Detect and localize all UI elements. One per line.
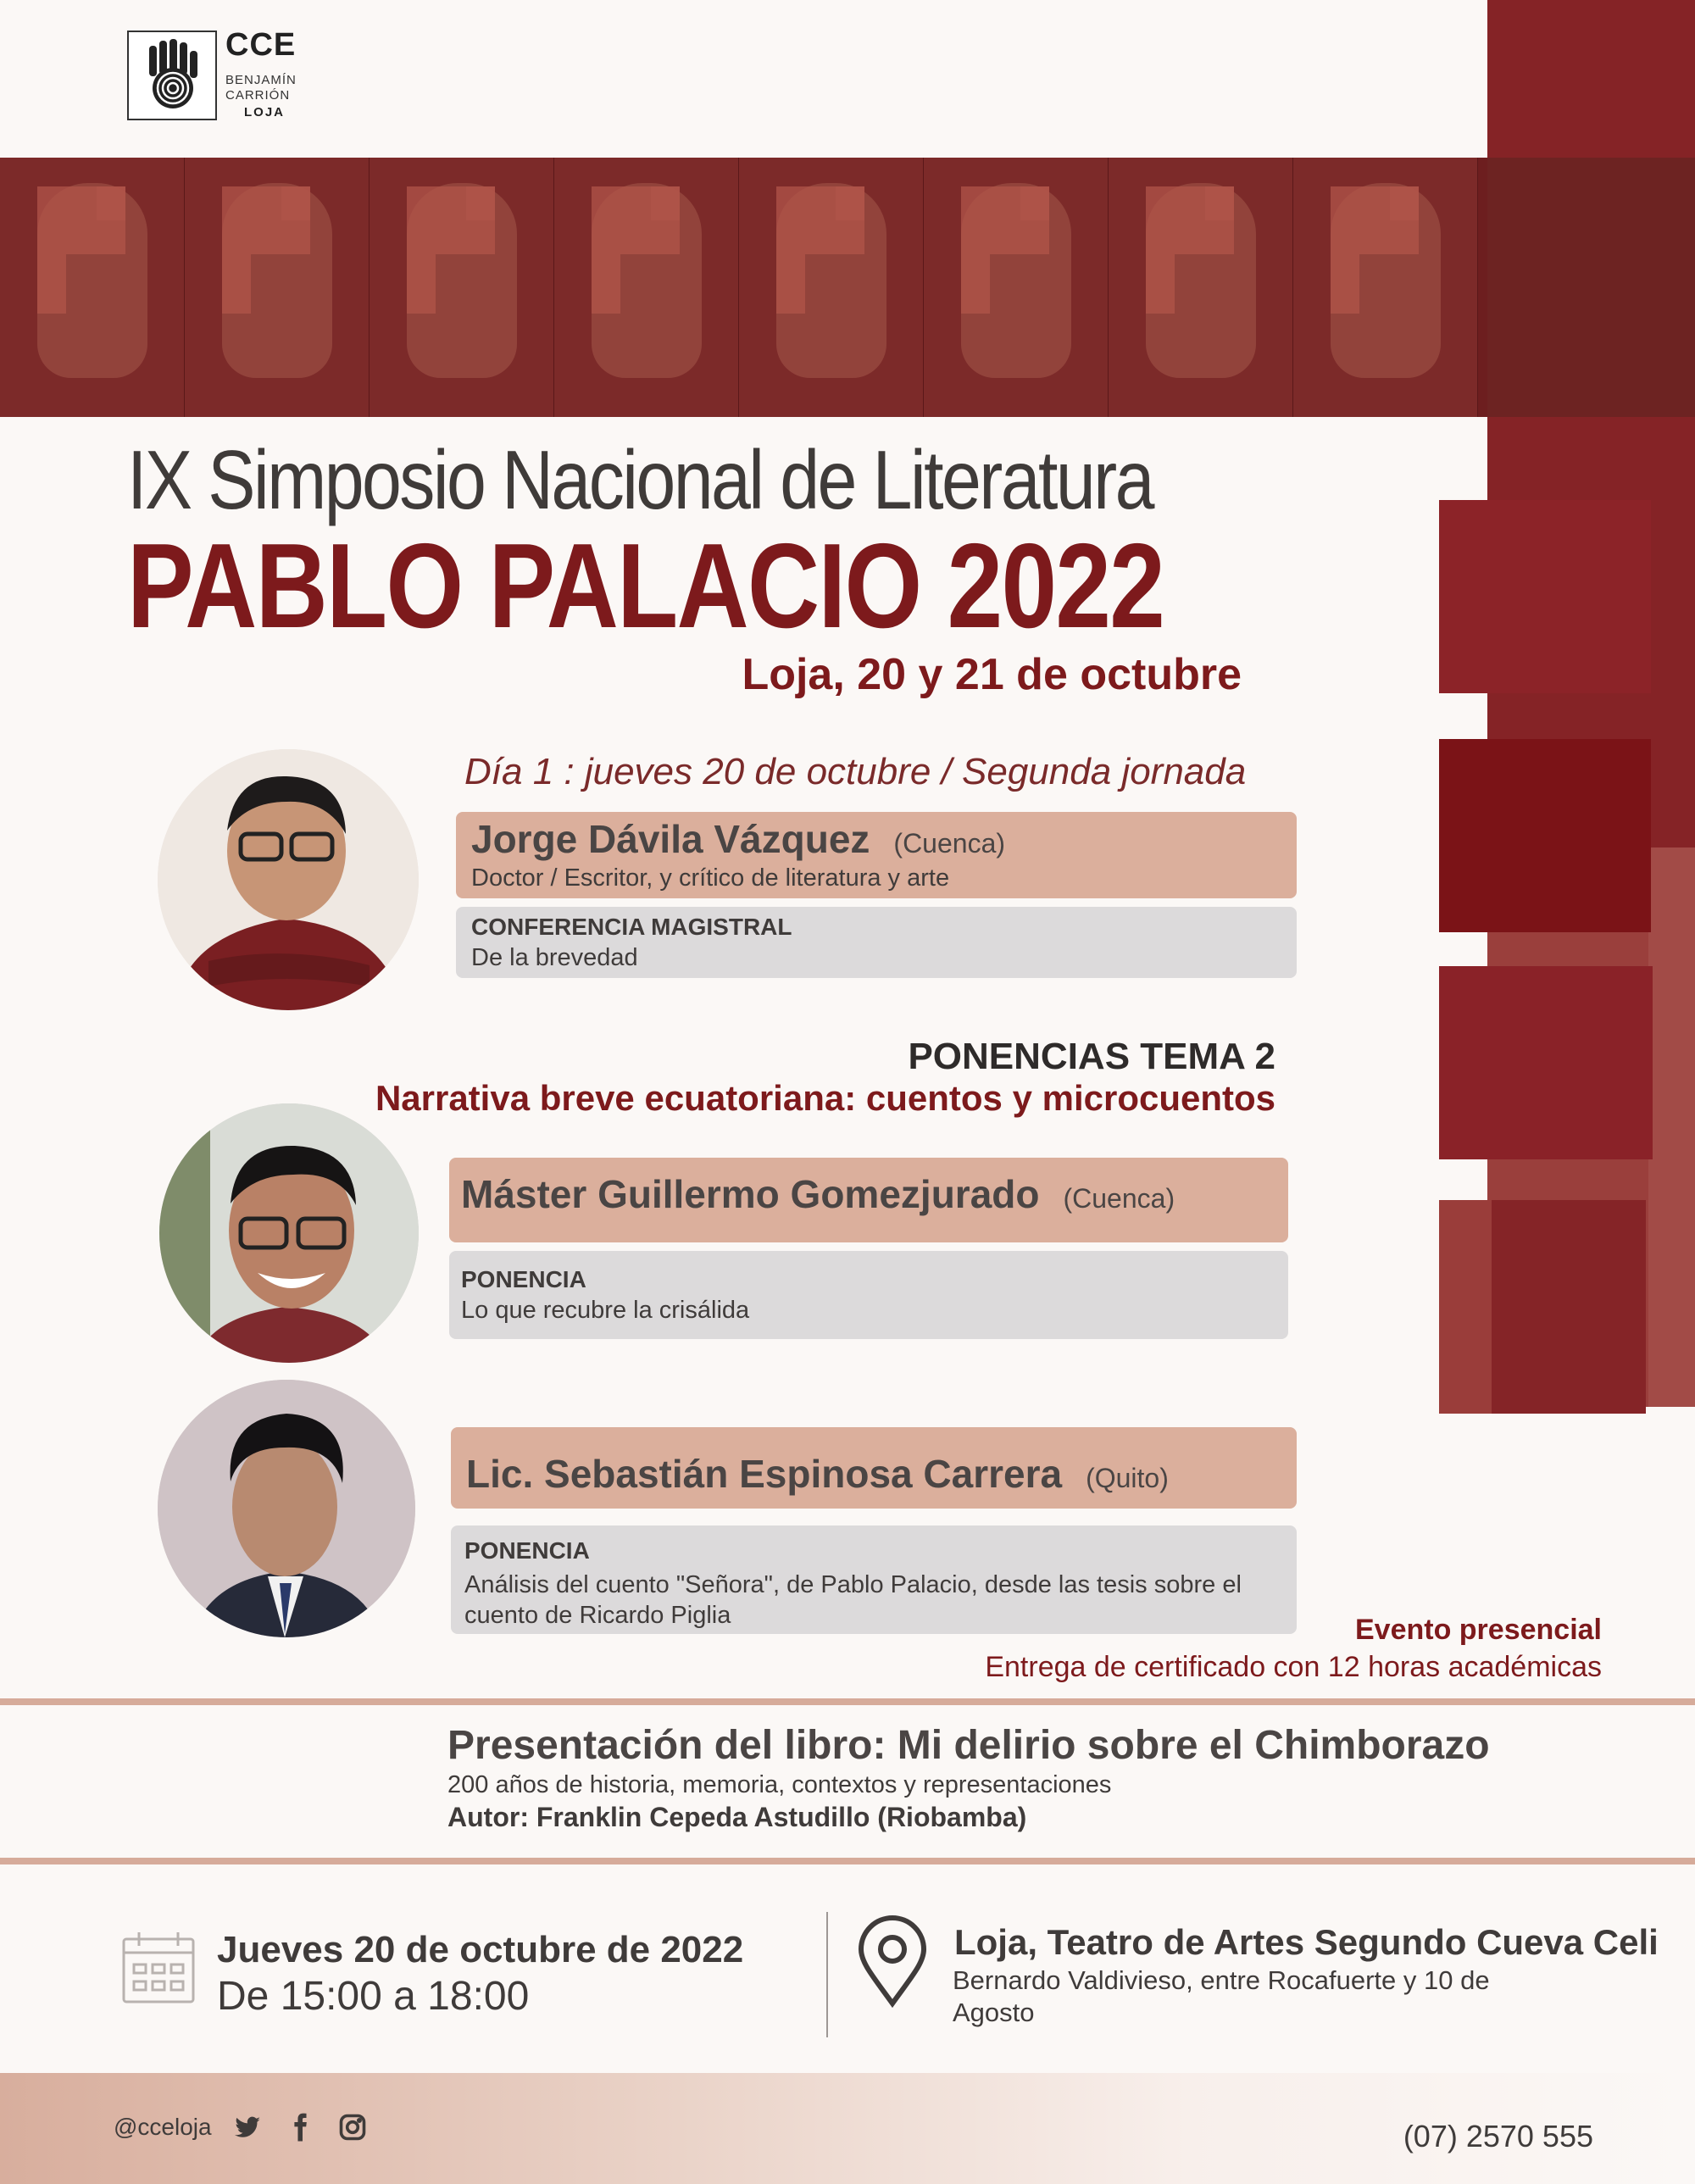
speaker-photo-espinosa [158,1380,415,1637]
speaker-city: (Cuenca) [893,828,1006,859]
portrait-overlay-block [592,186,620,314]
portrait-tile [370,158,554,417]
portrait-overlay [407,186,500,314]
portrait-overlay-block [1331,186,1359,314]
calendar-icon [120,1931,197,2005]
portrait-overlay-block [281,186,310,254]
portrait-band [0,158,1487,417]
portrait-tile [185,158,370,417]
portrait-overlay-block [66,220,97,254]
divider [0,1858,1695,1864]
event-time: De 15:00 a 18:00 [217,1974,530,2019]
portrait-overlay [961,186,1054,314]
portrait-overlay-block [251,220,281,254]
decor-square-inner [1492,1200,1646,1414]
decor-square [1439,739,1651,932]
portrait-overlay-block [466,186,495,254]
day-heading: Día 1 : jueves 20 de octubre / Segunda jornada [464,751,1247,792]
portrait-overlay [222,186,315,314]
speaker-photo-davila [158,749,419,1010]
portrait-overlay-block [651,186,680,254]
talk-topic-espinosa: Análisis del cuento "Señora", de Pablo Palacio, desde las tesis sobre el cuento de Ricardo Piglia [464,1571,1242,1629]
logo-abbr: CCE [225,27,297,63]
portrait-overlay-block [836,186,864,254]
symposium-subtitle: IX Simposio Nacional de Literatura [127,433,1153,526]
portrait-overlay-block [990,220,1020,254]
divider [0,1698,1695,1705]
decor-square [1439,966,1653,1159]
speaker-name-text: Lic. Sebastián Espinosa Carrera [466,1452,1063,1496]
portrait-overlay [1146,186,1239,314]
event-mode: Evento presencial [1354,1614,1602,1646]
logo-line1: BENJAMÍN [225,73,297,87]
venue-name: Loja, Teatro de Artes Segundo Cueva Celi [954,1922,1659,1962]
portrait-overlay-block [1205,186,1234,254]
book-title: Presentación del libro: Mi delirio sobre el Chimborazo [447,1723,1490,1768]
contact-phone[interactable]: (07) 2570 555 [1403,2119,1593,2153]
portrait-tile [1293,158,1478,417]
location-pin-icon [856,1915,929,2009]
portrait-overlay-block [1175,220,1205,254]
decor-square [1439,500,1651,693]
speaker-photo-gomezjurado [159,1103,419,1363]
portrait-tile [739,158,924,417]
book-author: Autor: Franklin Cepeda Astudillo (Riobamba) [447,1802,1027,1832]
portrait-overlay-block [222,186,251,314]
speaker-name-espinosa [466,1451,1169,1497]
speaker-city: (Quito) [1086,1463,1169,1493]
speaker-name-davila [471,816,1005,862]
symposium-title: PABLO PALACIO 2022 [127,519,1164,653]
portrait-overlay-block [1359,220,1390,254]
portrait-tile [0,158,185,417]
ponencias-title: PONENCIAS TEMA 2 [908,1036,1275,1077]
portrait-overlay-block [620,220,651,254]
portrait-tile [554,158,739,417]
event-date: Jueves 20 de octubre de 2022 [217,1929,744,1970]
speaker-city: (Cuenca) [1063,1183,1175,1214]
portrait-overlay-block [776,186,805,314]
portrait-overlay [776,186,870,314]
vertical-divider [826,1912,828,2037]
portrait-overlay-block [37,186,66,314]
decor-red-column-edge [1648,847,1695,1407]
cce-logo [127,31,217,120]
portrait-tile [1109,158,1293,417]
book-subtitle: 200 años de historia, memoria, contextos y representaciones [447,1771,1112,1798]
portrait-overlay-block [436,220,466,254]
portrait-overlay-block [1146,186,1175,314]
portrait-band-end [1487,158,1695,417]
logo-city: LOJA [244,105,286,119]
portrait-overlay-block [1390,186,1419,254]
speaker-name-text: Máster Guillermo Gomezjurado [461,1172,1040,1216]
portrait-overlay-block [97,186,125,254]
portrait-overlay [37,186,131,314]
facebook-icon[interactable] [285,2110,315,2144]
talk-type-davila: CONFERENCIA MAGISTRAL [471,914,792,940]
speaker-name-gomezjurado [461,1171,1175,1217]
portrait-overlay-block [1020,186,1049,254]
speaker-name-text: Jorge Dávila Vázquez [471,817,870,861]
portrait-overlay-block [407,186,436,314]
portrait-overlay-block [805,220,836,254]
portrait-overlay [592,186,685,314]
ponencias-theme: Narrativa breve ecuatoriana: cuentos y microcuentos [375,1078,1275,1118]
portrait-tile [924,158,1109,417]
social-handle[interactable]: @cceloja [114,2114,212,2140]
logo-line2: CARRIÓN [225,88,291,103]
speaker-role-davila: Doctor / Escritor, y crítico de literatura y arte [471,864,950,892]
instagram-icon[interactable] [337,2110,368,2144]
talk-topic-gomezjurado: Lo que recubre la crisálida [461,1297,750,1324]
portrait-overlay [1331,186,1424,314]
venue-address: Bernardo Valdivieso, entre Rocafuerte y 10 de Agosto [953,1965,1490,2027]
talk-type-gomezjurado: PONENCIA [461,1266,586,1292]
talk-type-espinosa: PONENCIA [464,1537,590,1564]
logo-name [225,73,297,103]
portrait-overlay-block [961,186,990,314]
symposium-date: Loja, 20 y 21 de octubre [742,650,1242,699]
twitter-icon[interactable] [232,2110,263,2144]
event-certificate: Entrega de certificado con 12 horas académicas [985,1651,1602,1683]
talk-topic-davila: De la brevedad [471,944,638,971]
